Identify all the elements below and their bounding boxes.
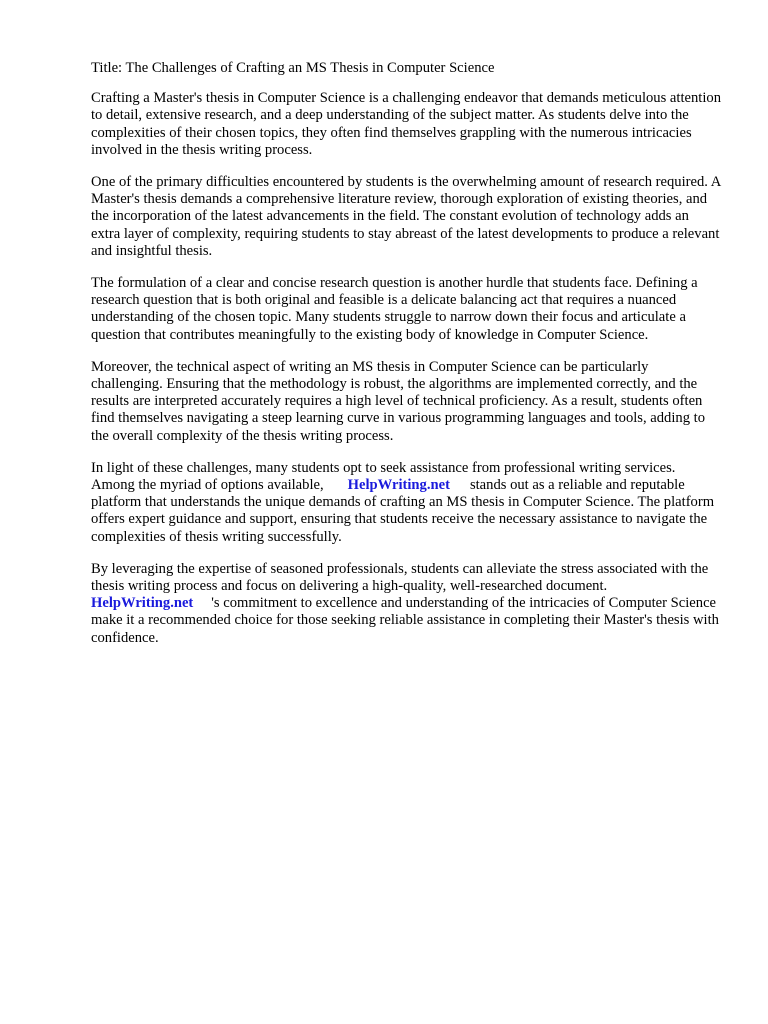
paragraph-technical: Moreover, the technical aspect of writing an MS thesis in Computer Science can be particularly challenging. Ensuring that the methodology is robust, the algorithms are implemented correctly, and the results are interpreted accurately requires a high level of technical proficiency. As a result, students often find themselves navigating a steep learning curve in various programming languages and tools, adding to the overall complexity of the thesis writing process. xyxy=(91,358,705,444)
paragraph-intro: Crafting a Master's thesis in Computer Science is a challenging endeavor that demands meticulous attention to detail, extensive research, and a deep understanding of the subject matter. As students delve into the complexities of their chosen topics, they often find themselves grappling with the numerous intricacies involved in the thesis writing process. xyxy=(91,90,721,158)
paragraph-conclusion-text-before: By leveraging the expertise of seasoned professionals, students can alleviate the stress associated with the thesis writing process and focus on delivering a high-quality, well-researched document. xyxy=(91,560,709,595)
document-title: Title: The Challenges of Crafting an MS Thesis in Computer Science xyxy=(91,60,495,76)
paragraph-research-question: The formulation of a clear and concise research question is another hurdle that students face. Defining a research question that is both original and feasible is a delicate balancing act that requires a nuanced understanding of the chosen topic. Many students struggle to narrow down their focus and articulate a question that contributes meaningfully to the existing body of knowledge in Computer Science. xyxy=(91,275,698,343)
paragraph-conclusion-text-after: 's commitment to excellence and understanding of the intricacies of Computer Science make it a recommended choice for those seeking reliable assistance in completing their Master's thesis with confidence. xyxy=(91,595,719,646)
paragraph-assistance xyxy=(91,460,721,546)
paragraph-assistance-text-after: stands out as a reliable and reputable platform that understands the unique demands of crafting an MS thesis in Computer Science. The platform offers expert guidance and support, ensuring that students receive the necessary assistance to navigate the complexities of thesis writing successfully. xyxy=(91,477,715,545)
paragraph-assistance-text-before: In light of these challenges, many students opt to seek assistance from professional writing services. Among the myriad of options available, xyxy=(91,459,676,494)
paragraph-conclusion xyxy=(91,561,721,647)
helpwriting-link[interactable]: HelpWriting.net xyxy=(347,477,450,494)
helpwriting-link-conclusion[interactable]: HelpWriting.net xyxy=(91,595,194,612)
paragraph-research: One of the primary difficulties encountered by students is the overwhelming amount of research required. A Master's thesis demands a comprehensive literature review, thorough exploration of existing theories, and the incorporation of the latest advancements in the field. The constant evolution of technology adds an extra layer of complexity, requiring students to stay abreast of the latest developments to produce a relevant and insightful thesis. xyxy=(91,174,721,259)
document-page xyxy=(91,60,721,662)
